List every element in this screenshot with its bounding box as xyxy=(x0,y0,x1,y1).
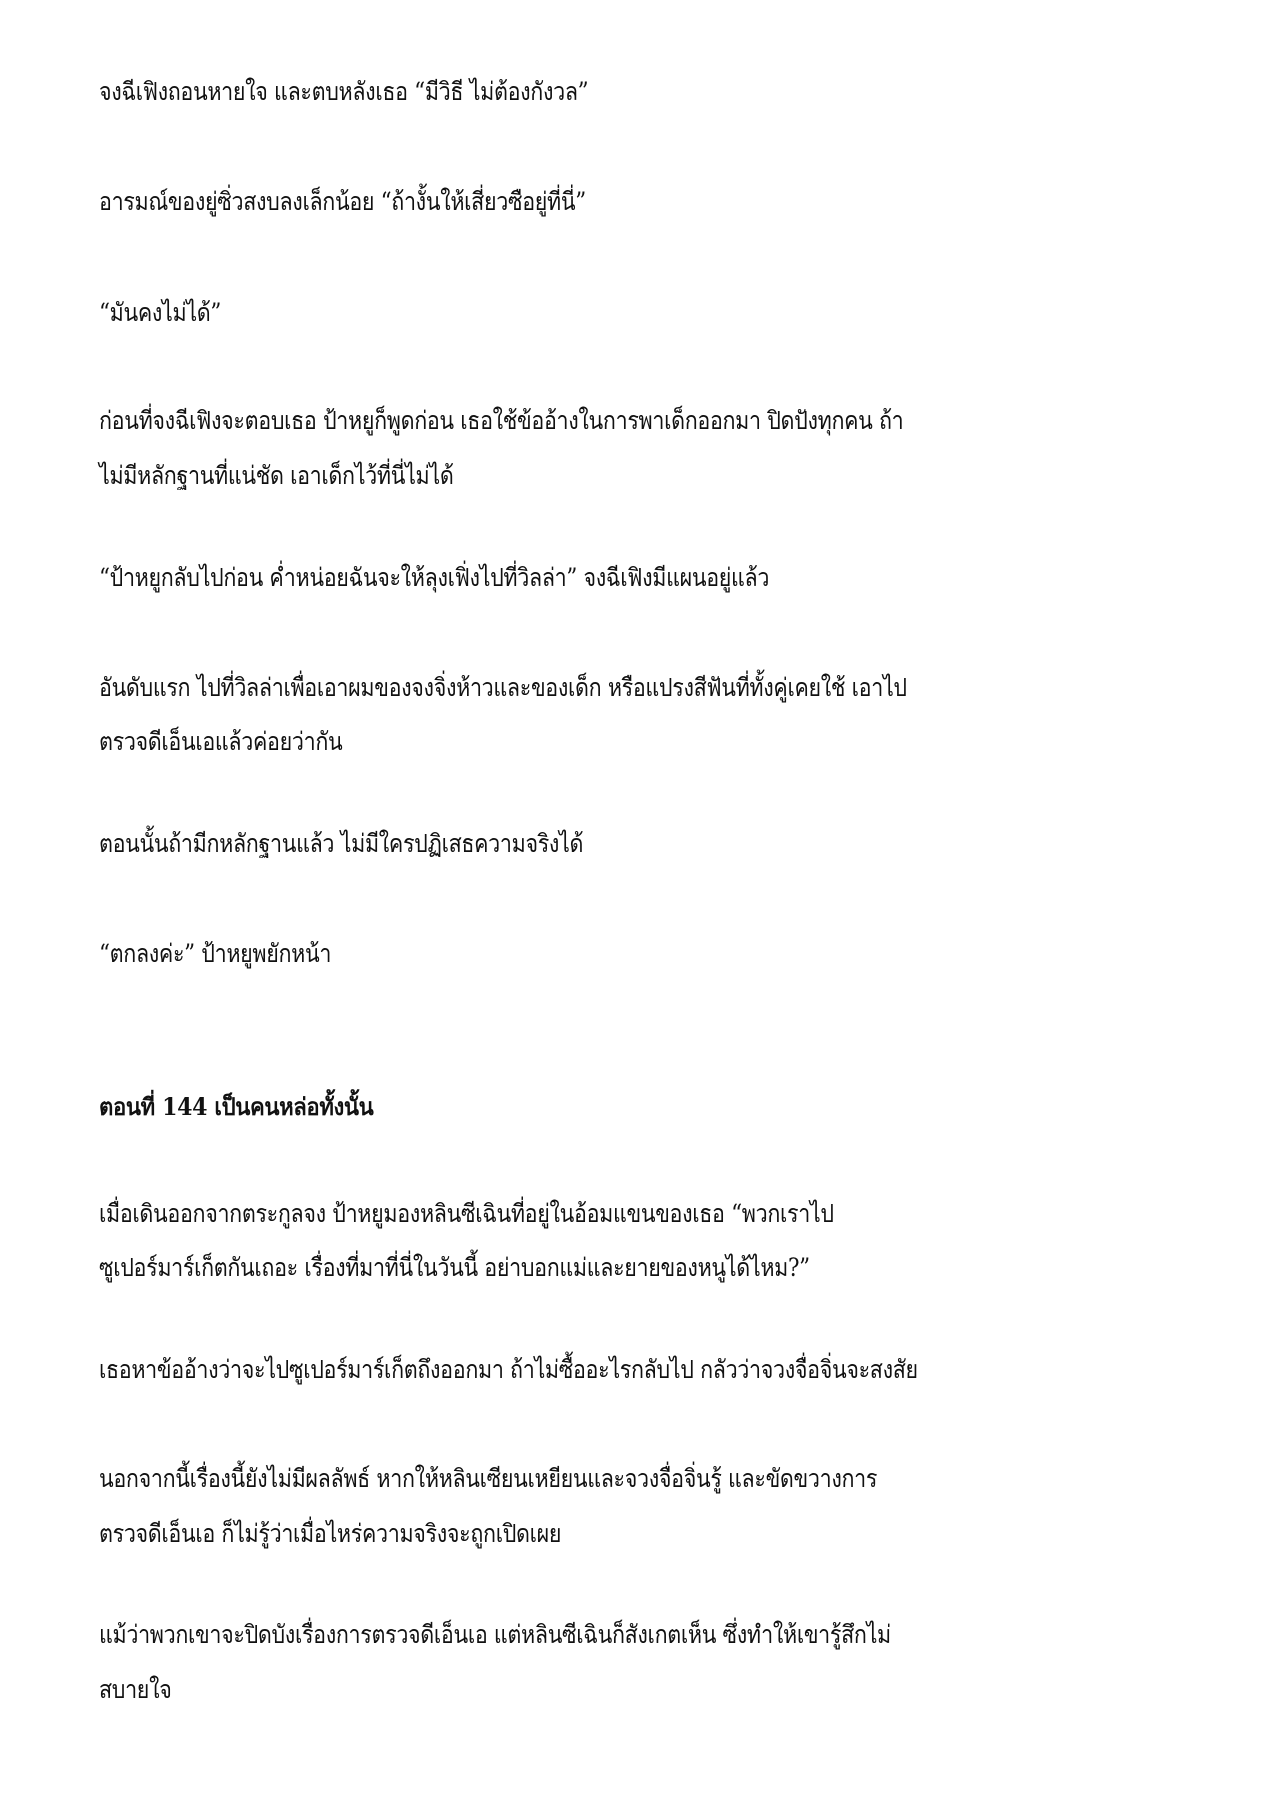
paragraph-line: แม้ว่าพวกเขาจะปิดบังเรื่องการตรวจดีเอ็นเอ แต่หลินซีเฉินก็สังเกตเห็น ซึ่งทำให้เขารู้สึกไม่ xyxy=(99,1620,891,1649)
paragraph-line: ตรวจดีเอ็นเอ ก็ไม่รู้ว่าเมื่อไหร่ความจริงจะถูกเปิดเผย xyxy=(99,1519,562,1548)
paragraph-line: “มันคงไม่ได้” xyxy=(99,298,222,327)
paragraph-line: “ตกลงค่ะ” ป้าหยูพยักหน้า xyxy=(99,939,332,968)
paragraph-line: นอกจากนี้เรื่องนี้ยังไม่มีผลลัพธ์ หากให้หลินเซียนเหยียนและจวงจื่อจิ่นรู้ และขัดขวางการ xyxy=(99,1464,878,1493)
paragraph-line: จงฉีเฟิงถอนหายใจ และตบหลังเธอ “มีวิธี ไม่ต้องกังวล” xyxy=(99,77,589,106)
paragraph-line: ตอนนั้นถ้ามีกหลักฐานแล้ว ไม่มีใครปฏิเสธความจริงได้ xyxy=(99,829,584,858)
paragraph-line: อันดับแรก ไปที่วิลล่าเพื่อเอาผมของจงจิ่งห้าวและของเด็ก หรือแปรงสีฟันที่ทั้งคู่เคยใช้ เอาไป xyxy=(99,673,907,702)
paragraph-line: เมื่อเดินออกจากตระกูลจง ป้าหยูมองหลินซีเฉินที่อยู่ในอ้อมแขนของเธอ “พวกเราไป xyxy=(99,1199,834,1228)
paragraph-line: อารมณ์ของยู่ซิ่วสงบลงเล็กน้อย “ถ้างั้นให้เสี่ยวซือยู่ที่นี่” xyxy=(99,187,586,216)
paragraph-line: “ป้าหยูกลับไปก่อน ค่ำหน่อยฉันจะให้ลุงเฟิ่งไปที่วิลล่า” จงฉีเฟิงมีแผนอยู่แล้ว xyxy=(99,563,770,592)
paragraph-line: ซูเปอร์มาร์เก็ตกันเถอะ เรื่องที่มาที่นี่ในวันนี้ อย่าบอกแม่และยายของหนูได้ไหม?” xyxy=(99,1253,810,1282)
paragraph-line: ก่อนที่จงฉีเฟิงจะตอบเธอ ป้าหยูก็พูดก่อน เธอใช้ข้ออ้างในการพาเด็กออกมา ปิดปังทุกคน ถ้า xyxy=(99,406,904,435)
paragraph-line: สบายใจ xyxy=(99,1675,172,1704)
paragraph-line: ตรวจดีเอ็นเอแล้วค่อยว่ากัน xyxy=(99,727,343,756)
paragraph-line: เธอหาข้ออ้างว่าจะไปซูเปอร์มาร์เก็ตถึงออกมา ถ้าไม่ซื้ออะไรกลับไป กลัวว่าจวงจื่อจิ่นจะสงสัย xyxy=(99,1355,918,1384)
paragraph-line: ไม่มีหลักฐานที่แน่ชัด เอาเด็กไว้ที่นี่ไม่ได้ xyxy=(99,461,454,490)
chapter-heading: ตอนที่ 144 เป็นคนหล่อทั้งนั้น xyxy=(99,1092,374,1121)
